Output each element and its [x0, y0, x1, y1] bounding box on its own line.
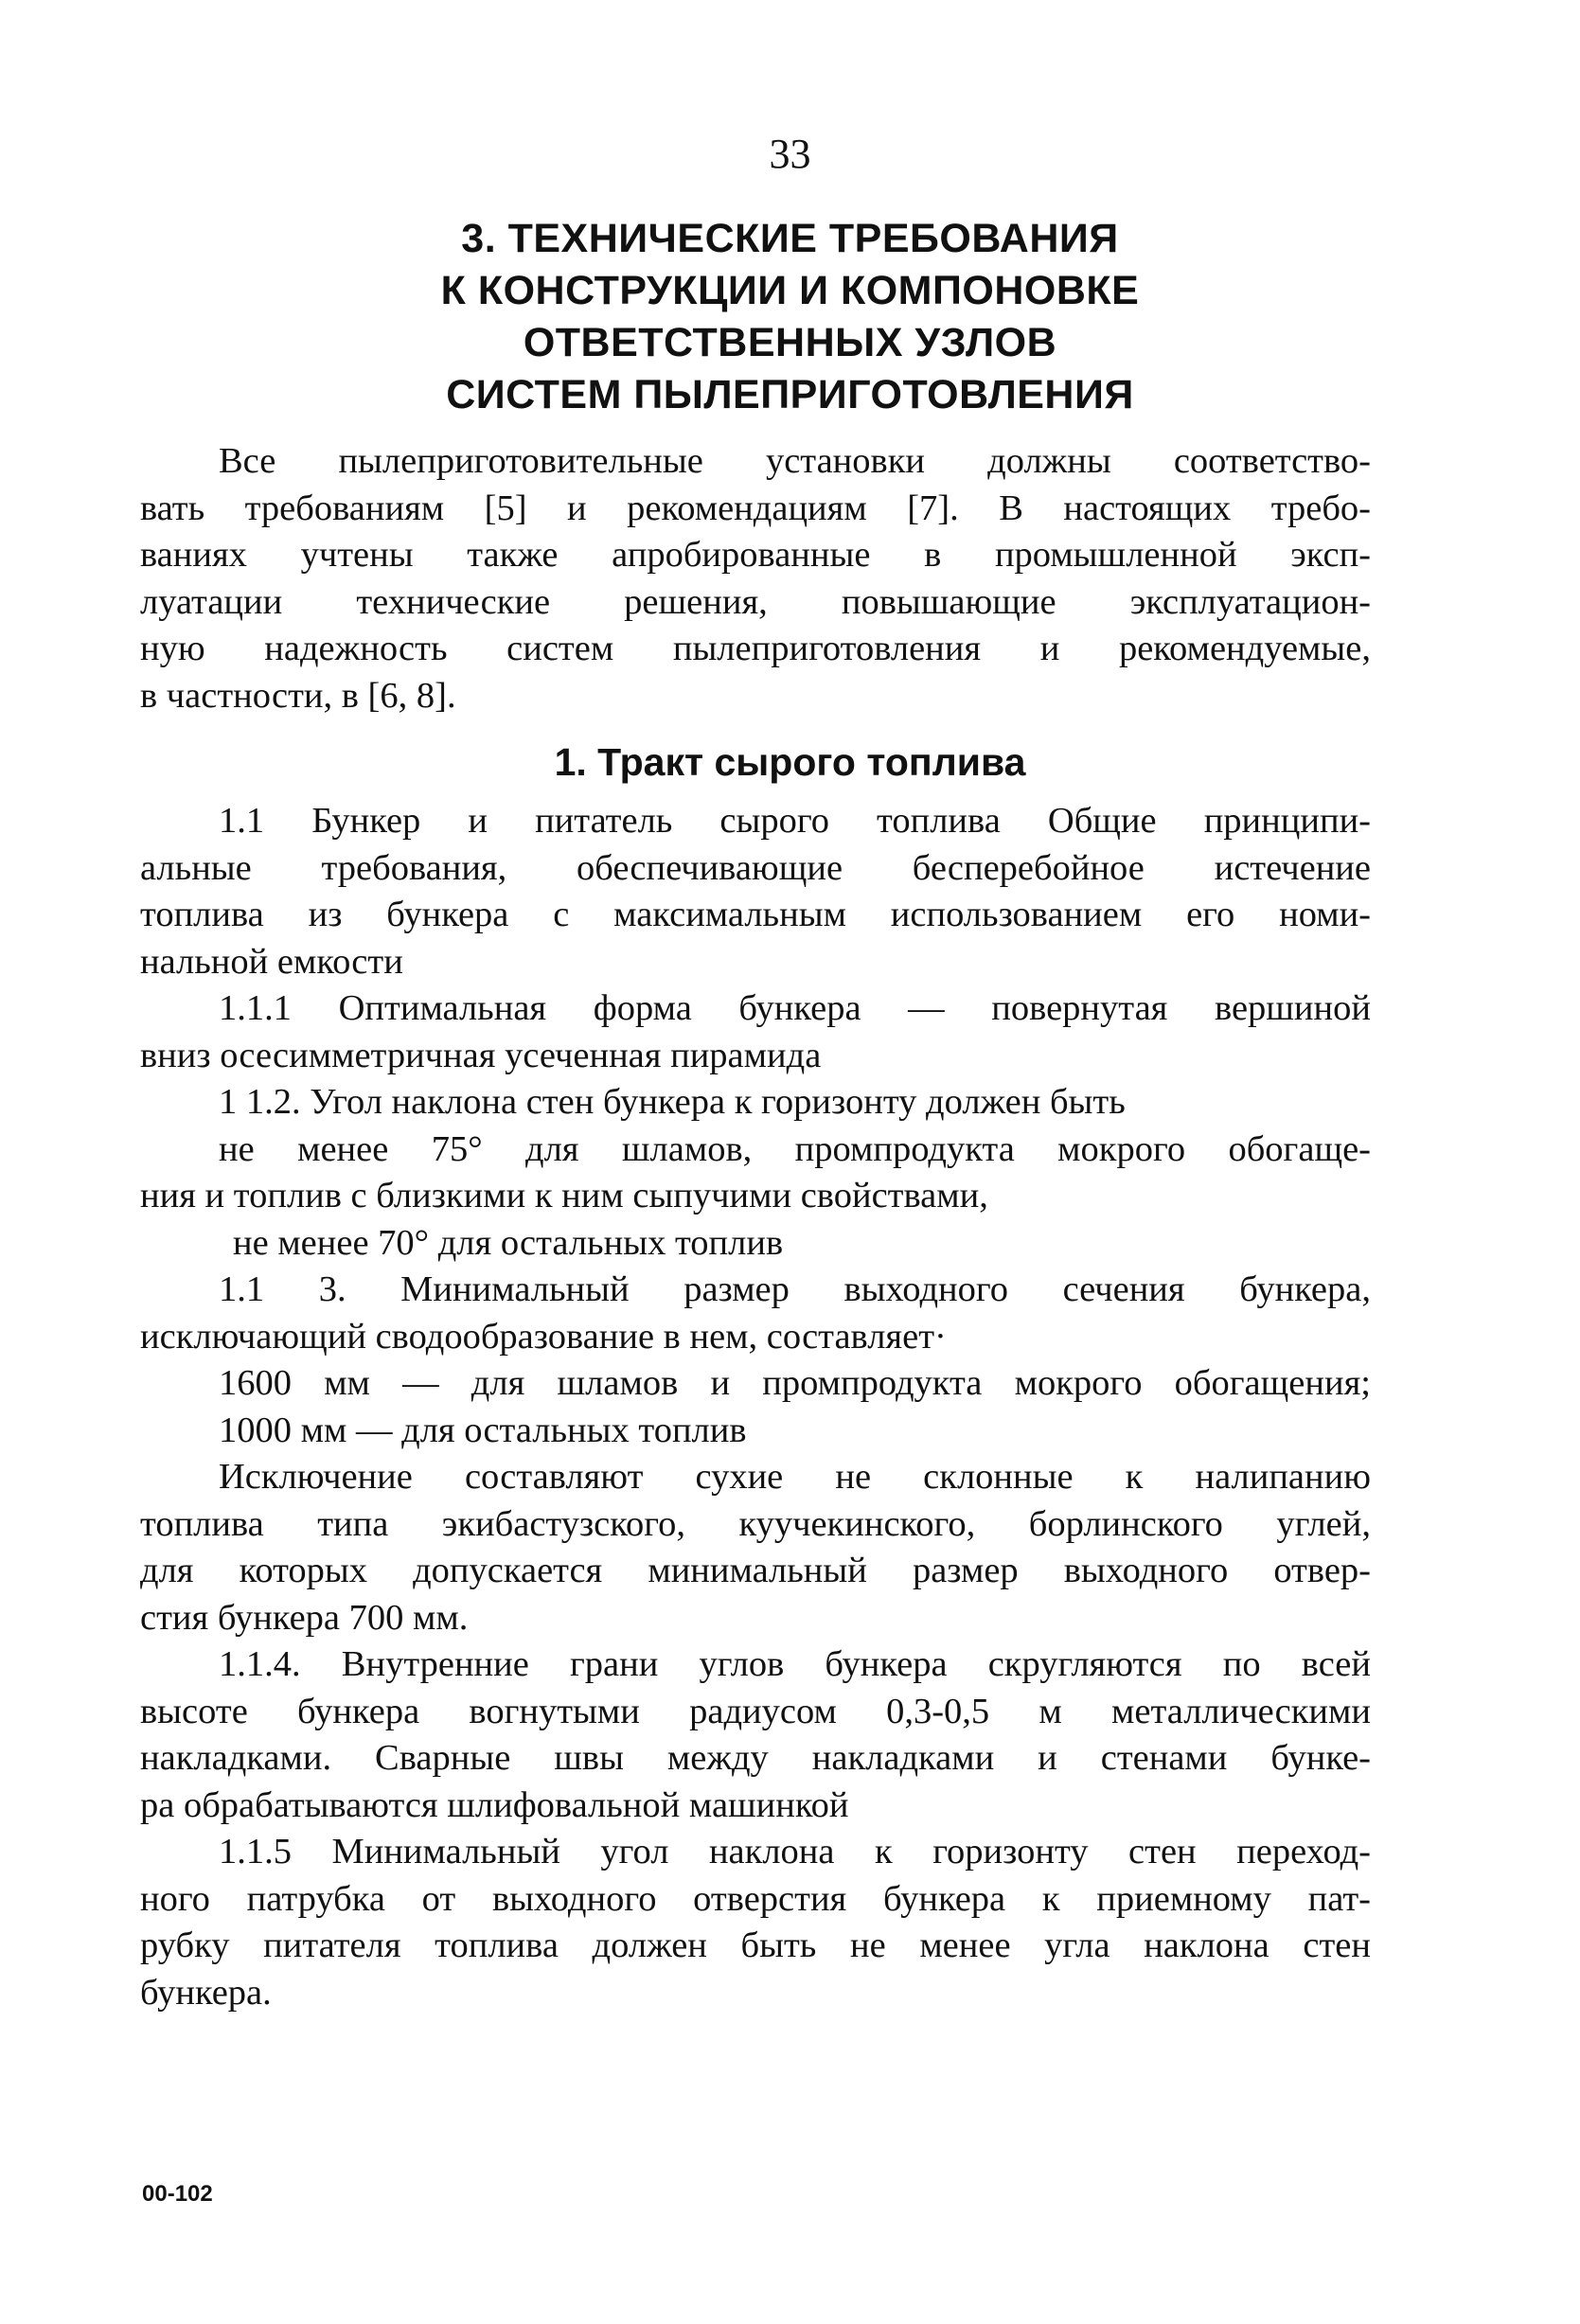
text-line: 1000 мм — для остальных топлив	[219, 1410, 747, 1450]
text-line: бункера.	[140, 1972, 272, 2013]
text-line: альные требования, обеспечивающие бесперебойное истечение	[140, 847, 1371, 888]
text-line: ную надежность систем пылеприготовления и рекомендуемые,	[140, 629, 1371, 668]
chapter-title-line: ОТВЕТСТВЕННЫХ УЗЛОВ	[523, 320, 1057, 365]
text-line: рубку питателя топлива должен быть не менее угла наклона стен	[140, 1925, 1371, 1965]
text-line: в частности, в [6, 8].	[140, 675, 456, 716]
text-line: не менее 75° для шламов, промпродукта мокрого обогаще-	[219, 1128, 1371, 1169]
page-number: 33	[769, 131, 811, 177]
section-body	[140, 798, 1371, 2016]
text-line: для которых допускается минимальный размер выходного отвер-	[140, 1551, 1371, 1590]
text-line: 1.1.1 Оптимальная форма бункера — повернутая вершиной	[219, 988, 1371, 1028]
text-line: топлива из бункера с максимальным использованием его номи-	[140, 895, 1371, 934]
text-line: Исключение составляют сухие не склонные к налипанию	[219, 1457, 1371, 1497]
footer-code: 00-102	[142, 2181, 213, 2207]
text-line: высоте бункера вогнутыми радиусом 0,3-0,5 м металлическими	[140, 1691, 1371, 1731]
text-line: вать требованиям [5] и рекомендациям [7]. В настоящих требо-	[140, 488, 1371, 528]
text-line: 1 1.2. Угол наклона стен бункера к горизонту должен быть	[219, 1082, 1126, 1122]
text-line: 1600 мм — для шламов и промпродукта мокрого обогащения;	[219, 1363, 1371, 1403]
text-line: ного патрубка от выходного отверстия бункера к приемному пат-	[140, 1878, 1371, 1919]
text-line: не менее 70° для остальных топлив	[233, 1222, 784, 1263]
text-line: ваниях учтены также апробированные в промышленной эксп-	[140, 535, 1371, 575]
text-line: 1.1.5 Минимальный угол наклона к горизонту стен переход-	[219, 1832, 1371, 1872]
text-line: вниз осесимметричная усеченная пирамида	[140, 1035, 822, 1075]
text-line: накладками. Сварные швы между накладками и стенами бунке-	[140, 1738, 1371, 1778]
intro-paragraph	[140, 438, 1371, 719]
text-line: 1.1.4. Внутренние грани углов бункера скругляются по всей	[219, 1644, 1371, 1684]
text-line: ра обрабатываются шлифовальной машинкой	[140, 1784, 849, 1825]
chapter-title	[284, 213, 1296, 421]
text-line: 1.1 Бункер и питатель сырого топлива Общие принципи-	[219, 801, 1371, 841]
chapter-title-line: К КОНСТРУКЦИИ И КОМПОНОВКЕ	[440, 268, 1140, 313]
chapter-title-line: 3. ТЕХНИЧЕСКИЕ ТРЕБОВАНИЯ	[461, 216, 1119, 261]
section-heading: 1. Тракт сырого топлива	[554, 740, 1026, 784]
text-line: Все пылеприготовительные установки должны соответство-	[219, 441, 1371, 481]
text-line: топлива типа экибастузского, куучекинского, борлинского углей,	[140, 1503, 1371, 1544]
text-line: исключающий сводообразование в нем, составляет·	[140, 1316, 947, 1357]
chapter-title-line: СИСТЕМ ПЫЛЕПРИГОТОВЛЕНИЯ	[446, 372, 1134, 417]
text-line: стия бункера 700 мм.	[140, 1597, 469, 1638]
text-line: нальной емкости	[140, 941, 403, 982]
text-line: луатации технические решения, повышающие эксплуатацион-	[140, 581, 1371, 622]
text-line: 1.1 3. Минимальный размер выходного сечения бункера,	[219, 1269, 1371, 1309]
text-line: ния и топлив с близкими к ним сыпучими свойствами,	[140, 1176, 988, 1215]
